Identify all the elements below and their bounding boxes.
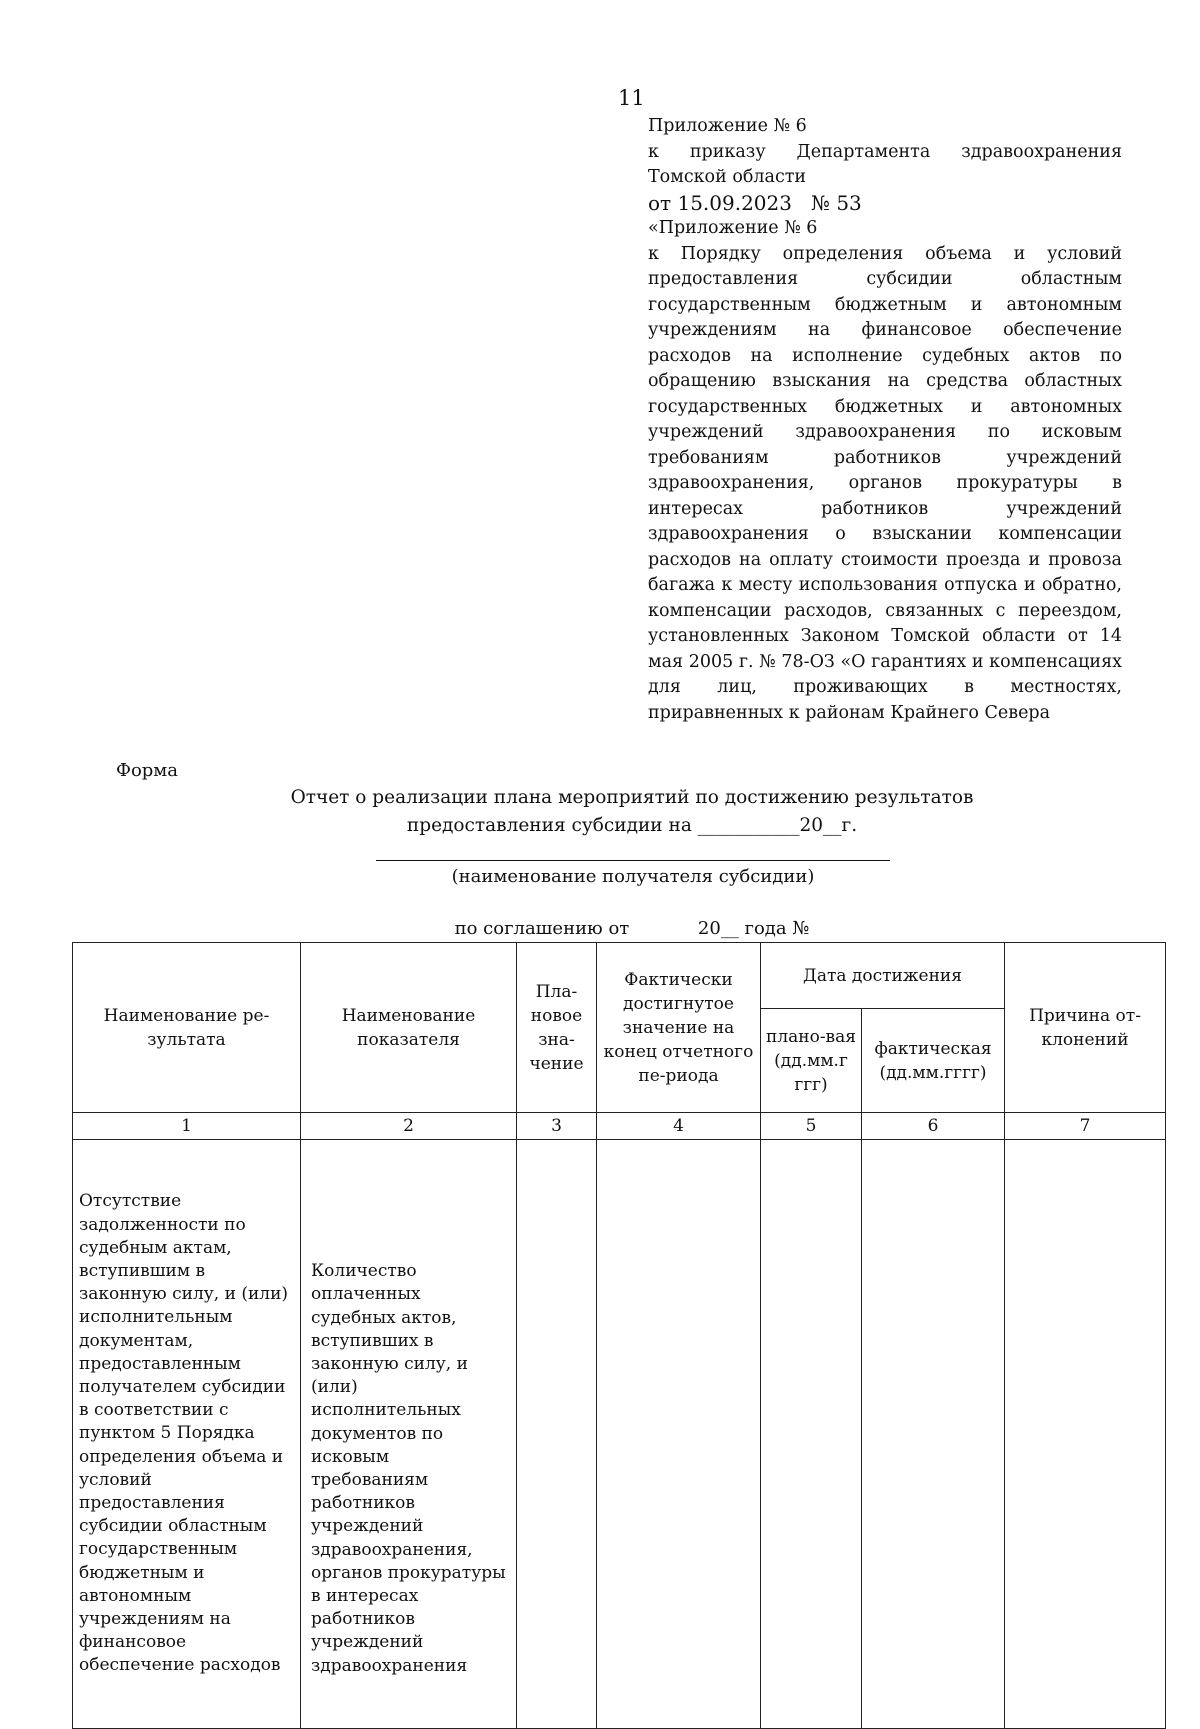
column-number: 6	[862, 1113, 1005, 1140]
order-date-number: от 15.09.2023 № 53	[648, 190, 862, 215]
column-numbers-row	[73, 1113, 1166, 1140]
agreement-line: по соглашению от 20__ года №	[454, 918, 810, 939]
report-title-line1: Отчет о реализации плана мероприятий по достижению результатов	[290, 787, 974, 808]
column-number: 3	[517, 1113, 597, 1140]
report-title	[200, 784, 1064, 840]
page-number: 11	[618, 86, 645, 110]
header-indicator-name: Наименование показателя	[301, 943, 517, 1113]
order-reference-line2: Томской области	[648, 167, 807, 187]
recipient-caption: (наименование получателя субсидии)	[451, 866, 815, 887]
order-reference-line1: к приказу Департамента здравоохранения	[648, 141, 1122, 162]
appendix-header	[648, 114, 1122, 726]
result-cell: Отсутствие задолженности по судебным актам, вступившим в законную силу, и (или) исполнительным документам, предоставленным получателем субсидии в соответствии с пунктом 5 Порядка определения объема и условий предоставления субсидии областным государственным бюджетным и автономным учреждениям на финансовое обеспечение расходов	[73, 1140, 301, 1729]
header-planned-date: плано-вая (дд.мм.г ггг)	[761, 1009, 862, 1113]
column-number: 4	[597, 1113, 761, 1140]
header-result-name: Наименование ре-зультата	[73, 943, 301, 1113]
planned-date-cell	[761, 1140, 862, 1729]
header-deviation-reason: Причина от-клонений	[1005, 943, 1166, 1113]
actual-value-cell	[597, 1140, 761, 1729]
order-description: к Порядку определения объема и условий предоставления субсидии областным государственным бюджетным и автономным учреждениям на финансовое обеспечение расходов на исполнение судебных актов по обращению взыскания на средства областных государственных бюджетных и автономных учреждений здравоохранения по исковым требованиям работников учреждений здравоохранения, органов прокуратуры в интересах работников учреждений здравоохранения о взыскании компенсации расходов на оплату стоимости проезда и провоза багажа к месту использования отпуска и обратно, компенсации расходов, связанных с переездом, установленных Законом Томской области от 14 мая 2005 г. № 78-ОЗ «О гарантиях и компенсациях для лиц, проживающих в местностях, приравненных к районам Крайнего Севера	[648, 243, 1122, 723]
report-table	[72, 942, 1166, 1729]
recipient-name-line	[376, 860, 890, 861]
actual-date-cell	[862, 1140, 1005, 1729]
indicator-cell: Количество оплаченных судебных актов, вступивших в законную силу, и (или) исполнительных документов по исковым требованиям работников учреждений здравоохранения, органов прокуратуры в интересах работников учреждений здравоохранения	[301, 1140, 517, 1729]
column-number: 1	[73, 1113, 301, 1140]
inner-appendix-title: «Приложение № 6	[648, 218, 818, 238]
header-planned-value: Пла-новое зна-чение	[517, 943, 597, 1113]
column-number: 7	[1005, 1113, 1166, 1140]
header-date-group: Дата достижения	[761, 943, 1005, 1009]
planned-value-cell	[517, 1140, 597, 1729]
deviation-reason-cell	[1005, 1140, 1166, 1729]
appendix-title: Приложение № 6	[648, 116, 807, 136]
form-label: Форма	[116, 760, 179, 781]
column-number: 2	[301, 1113, 517, 1140]
report-title-line2: предоставления субсидии на ___________20__г.	[406, 815, 858, 836]
table-row	[73, 1140, 1166, 1729]
header-actual-value: Фактически достигнутое значение на конец отчетного пе-риода	[597, 943, 761, 1113]
column-number: 5	[761, 1113, 862, 1140]
header-actual-date: фактическая (дд.мм.гггг)	[862, 1009, 1005, 1113]
